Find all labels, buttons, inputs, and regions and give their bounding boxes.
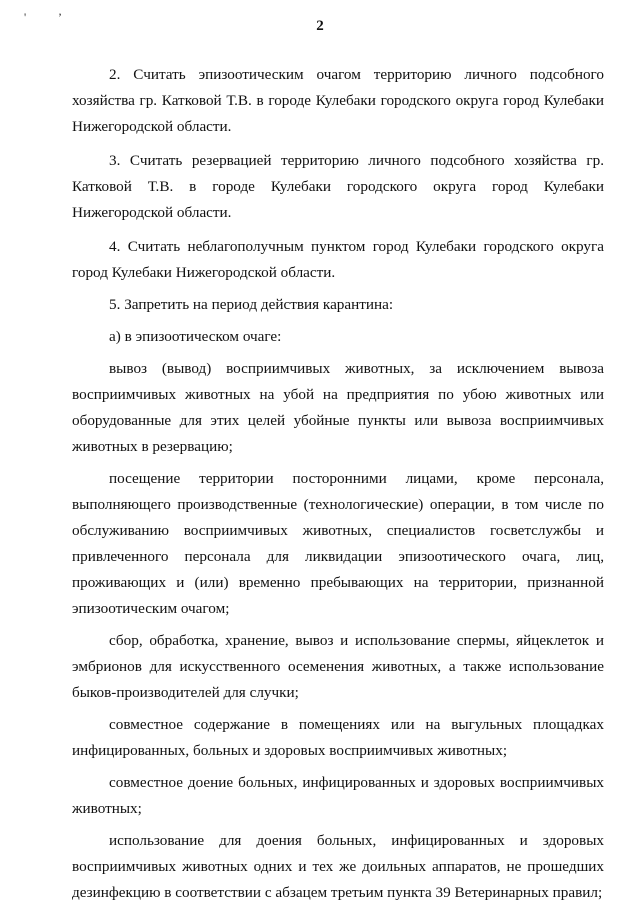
paragraph-item-5: 5. Запретить на период действия карантина: — [109, 296, 394, 313]
subparagraph-a-heading: а) в эпизоотическом очаге: — [109, 328, 282, 345]
scan-artifact-mark: ’ — [58, 10, 62, 24]
restriction-joint-keeping: совместное содержание в помещениях или на выгульных площадках инфицированных, больных и здоровых восприимчивых животных; — [72, 716, 604, 759]
restriction-removal: вывоз (вывод) восприимчивых животных, за исключением вывоза восприимчивых животных на убой на предприятия по убою животных или оборудованные для этих целей убойные пункты или вывоза восприимчивых животных в резервацию; — [72, 360, 604, 455]
scan-artifact-mark: ' — [24, 10, 27, 24]
restriction-joint-milking: совместное доение больных, инфицированных и здоровых восприимчивых животных; — [72, 774, 604, 817]
paragraph-item-4: 4. Считать неблагополучным пунктом город Кулебаки городского округа город Кулебаки Нижегородской области. — [72, 238, 604, 281]
paragraph-item-2: 2. Считать эпизоотическим очагом территорию личного подсобного хозяйства гр. Катковой Т.В. в городе Кулебаки городского округа город Кулебаки Нижегородской области. — [72, 66, 604, 135]
paragraph-item-3: 3. Считать резервацией территорию личного подсобного хозяйства гр. Катковой Т.В. в городе Кулебаки городского округа город Кулебаки Нижегородской области. — [72, 152, 604, 221]
document-body — [72, 62, 604, 906]
page-number: 2 — [316, 18, 324, 34]
restriction-sperm-collection: сбор, обработка, хранение, вывоз и использование спермы, яйцеклеток и эмбрионов для искусственного осеменения животных, а также использование быков-производителей для случки; — [72, 632, 604, 701]
restriction-milking-equipment: использование для доения больных, инфицированных и здоровых восприимчивых животных одних и тех же доильных аппаратов, не прошедших дезинфекцию в соответствии с абзацем третьим пункта 39 Ветеринарных правил; — [72, 832, 604, 901]
restriction-visiting: посещение территории посторонними лицами, кроме персонала, выполняющего производственные (технологические) операции, в том числе по обслуживанию восприимчивых животных, специалистов госветслужбы и привлеченного персонала для ликвидации эпизоотического очага, лиц, проживающих и (или) временно пребывающих на территории, признанной эпизоотическим очагом; — [72, 470, 604, 617]
